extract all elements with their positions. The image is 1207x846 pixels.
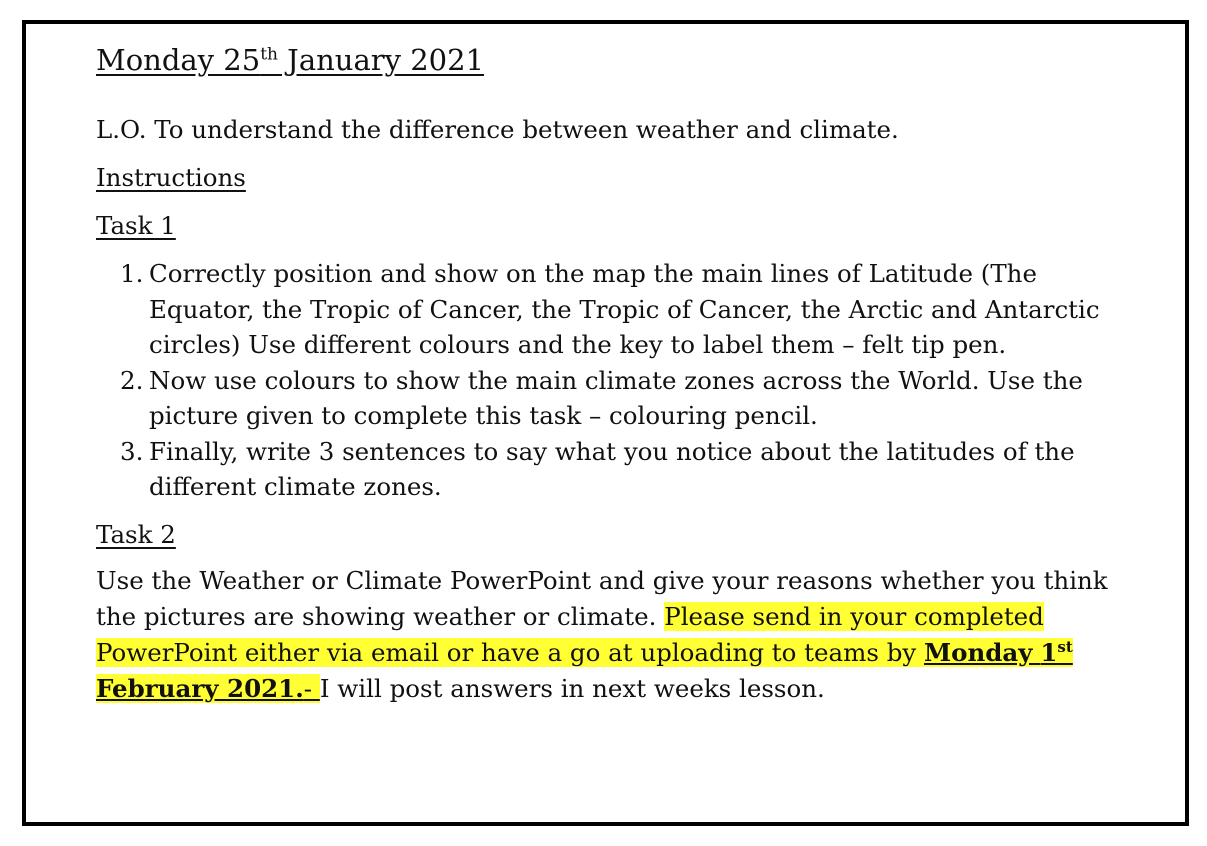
task2-heading: Task 2 [96, 519, 176, 549]
task1-list [96, 256, 1126, 505]
task1-item-text: Now use colours to show the main climate zones across the World. Use the picture given to complete this task – colouring pencil. [149, 365, 1083, 430]
document-frame [22, 20, 1189, 826]
deadline-number: 1 [1040, 637, 1058, 667]
task1-item-number: 1. [120, 259, 144, 288]
title-ordinal: th [260, 44, 278, 65]
instructions-heading: Instructions [96, 163, 246, 192]
task1-item [96, 363, 1126, 434]
task1-item-text: Finally, write 3 sentences to say what you notice about the latitudes of the different climate zones. [149, 436, 1075, 501]
task1-item [96, 434, 1126, 505]
task2-paragraph [96, 563, 1126, 707]
task2-closing-text: I will post answers in next weeks lesson. [319, 673, 825, 703]
document-content [96, 40, 1126, 707]
task1-item-number: 3. [120, 436, 144, 466]
learning-objective: L.O. To understand the difference between weather and climate. [96, 115, 899, 144]
task1-item-number: 2. [120, 365, 144, 395]
deadline-rest: February 2021. [96, 673, 304, 703]
task2-highlight-text: Please send in your completed PowerPoint either via email or have a go at uploading to teams by [96, 601, 1044, 667]
title-prefix: Monday 25 [96, 43, 261, 77]
deadline-day: Monday [924, 637, 1033, 667]
deadline-ordinal: st [1057, 637, 1073, 656]
deadline-dash: - [303, 673, 320, 703]
page-title [96, 40, 1126, 80]
task1-item [96, 256, 1126, 363]
task2-plain-text: Use the Weather or Climate PowerPoint and give your reasons whether you think the pictures are showing weather or climate. [96, 565, 1108, 631]
task1-heading: Task 1 [96, 211, 176, 240]
title-rest: January 2021 [277, 43, 485, 77]
task1-item-text: Correctly position and show on the map the main lines of Latitude (The Equator, the Tropic of Cancer, the Tropic of Cancer, the Arctic and Antarctic circles) Use different colours and the key to label them – felt tip pen. [149, 259, 1100, 359]
